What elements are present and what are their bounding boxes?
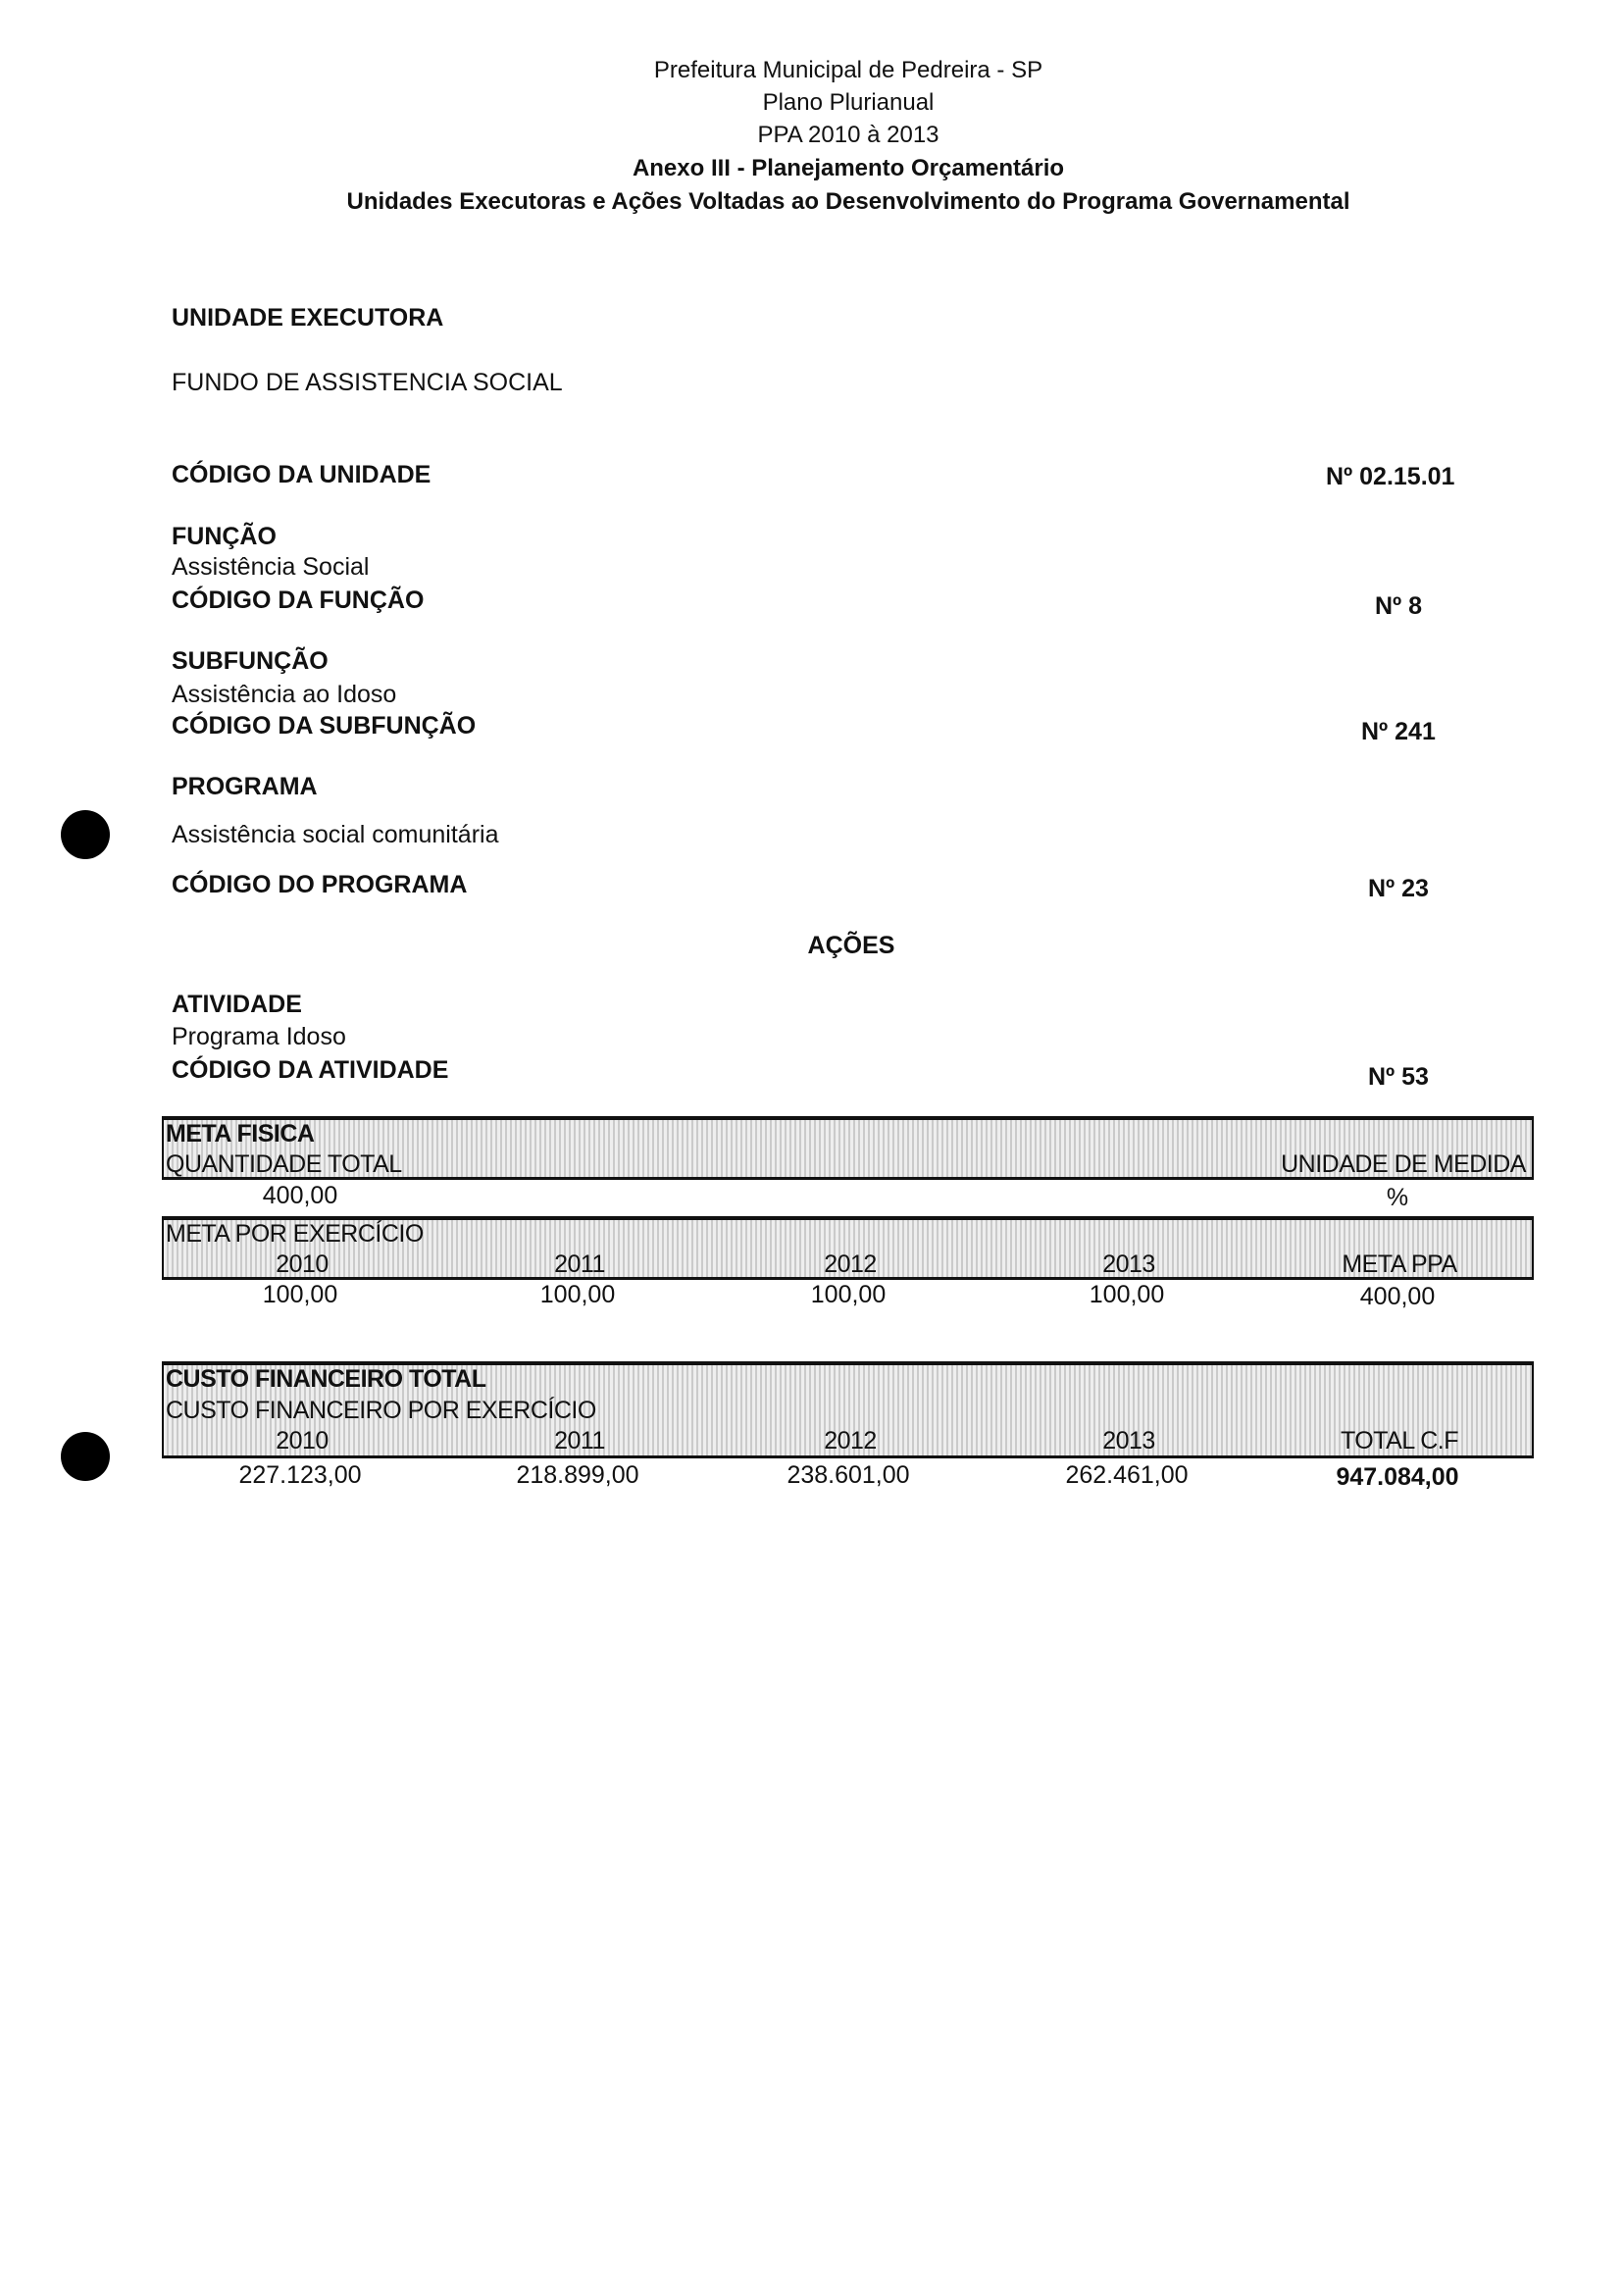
header-plan: Plano Plurianual: [762, 89, 935, 116]
subfuncao-label: SUBFUNÇÃO: [172, 647, 329, 675]
meta-value-2013: 100,00: [1089, 1281, 1165, 1308]
header-annex: Anexo III - Planejamento Orçamentário: [632, 155, 1065, 181]
col-2012: 2012: [824, 1250, 877, 1278]
col-2012: 2012: [824, 1427, 877, 1454]
meta-fisica-title: META FISICA: [166, 1120, 315, 1148]
punch-hole: [61, 1432, 110, 1481]
programa-code-label: CÓDIGO DO PROGRAMA: [172, 871, 468, 898]
punch-hole: [61, 810, 110, 859]
qty-label: QUANTIDADE TOTAL: [166, 1150, 402, 1178]
funcao-label: FUNÇÃO: [172, 523, 277, 550]
unit-value: %: [1386, 1184, 1409, 1211]
atividade-label: ATIVIDADE: [172, 991, 302, 1018]
acoes-heading: AÇÕES: [807, 932, 895, 959]
funcao-value: Assistência Social: [172, 553, 370, 581]
meta-value-2010: 100,00: [262, 1281, 338, 1308]
col-2011: 2011: [554, 1250, 605, 1278]
custo-header: [162, 1361, 1534, 1458]
meta-value-ppa: 400,00: [1359, 1283, 1436, 1310]
funcao-code-label: CÓDIGO DA FUNÇÃO: [172, 587, 425, 614]
custo-value-total: 947.084,00: [1336, 1463, 1459, 1491]
unidade-label: UNIDADE EXECUTORA: [172, 304, 444, 332]
col-2013: 2013: [1102, 1250, 1155, 1278]
meta-value-2011: 100,00: [539, 1281, 616, 1308]
atividade-value: Programa Idoso: [172, 1023, 346, 1050]
header-municipality: Prefeitura Municipal de Pedreira - SP: [653, 57, 1043, 83]
col-2011: 2011: [554, 1427, 605, 1454]
subfuncao-value: Assistência ao Idoso: [172, 681, 397, 708]
subfuncao-code-label: CÓDIGO DA SUBFUNÇÃO: [172, 712, 477, 740]
programa-value: Assistência social comunitária: [172, 821, 499, 848]
custo-value-2012: 238.601,00: [787, 1461, 910, 1489]
unit-label: UNIDADE DE MEDIDA: [1281, 1150, 1526, 1178]
custo-value-2010: 227.123,00: [238, 1461, 362, 1489]
subfuncao-code: Nº 241: [1361, 718, 1436, 745]
meta-exercicio-header: [162, 1216, 1534, 1280]
col-meta-ppa: META PPA: [1342, 1250, 1457, 1278]
atividade-code-label: CÓDIGO DA ATIVIDADE: [172, 1056, 449, 1084]
header-subtitle: Unidades Executoras e Ações Voltadas ao Desenvolvimento do Programa Governamental: [346, 188, 1350, 215]
custo-value-2013: 262.461,00: [1065, 1461, 1189, 1489]
programa-label: PROGRAMA: [172, 773, 318, 800]
qty-value: 400,00: [262, 1182, 338, 1209]
col-2013: 2013: [1102, 1427, 1155, 1454]
unidade-code-label: CÓDIGO DA UNIDADE: [172, 461, 431, 488]
atividade-code: Nº 53: [1368, 1063, 1429, 1091]
col-2010: 2010: [276, 1250, 329, 1278]
header-period: PPA 2010 à 2013: [757, 122, 939, 148]
custo-value-2011: 218.899,00: [516, 1461, 639, 1489]
meta-value-2012: 100,00: [810, 1281, 887, 1308]
col-2010: 2010: [276, 1427, 329, 1454]
unidade-code: Nº 02.15.01: [1326, 463, 1455, 490]
meta-fisica-header: [162, 1116, 1534, 1180]
col-total-cf: TOTAL C.F: [1340, 1427, 1459, 1454]
funcao-code: Nº 8: [1375, 592, 1423, 620]
custo-title: CUSTO FINANCEIRO TOTAL: [166, 1365, 486, 1393]
programa-code: Nº 23: [1368, 875, 1429, 902]
meta-exercicio-title: META POR EXERCÍCIO: [166, 1220, 424, 1248]
unidade-value: FUNDO DE ASSISTENCIA SOCIAL: [172, 369, 563, 396]
custo-exercicio-title: CUSTO FINANCEIRO POR EXERCÍCIO: [166, 1397, 596, 1424]
